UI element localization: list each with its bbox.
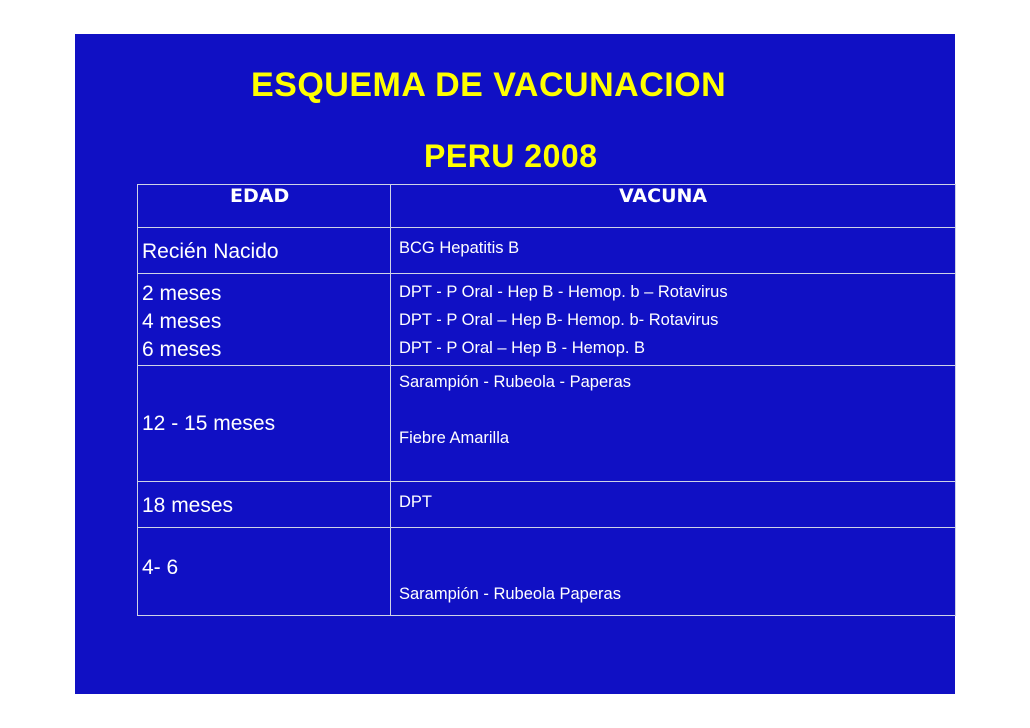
table-row [138, 528, 956, 616]
table-header-row [138, 185, 956, 228]
vaccination-table [137, 184, 956, 616]
age-label: 6 meses [142, 338, 222, 361]
header-edad: EDAD [138, 185, 391, 228]
vaccine-label: BCG Hepatitis B [399, 239, 520, 257]
vaccine-cell [391, 528, 956, 616]
age-label: 18 meses [142, 494, 234, 517]
table-row [138, 228, 956, 274]
slide-background [75, 34, 955, 694]
age-label: 4 meses [142, 310, 222, 333]
vaccine-label: Sarampión - Rubeola - Paperas [399, 373, 632, 391]
vaccine-cell [391, 228, 956, 274]
vaccine-label: Sarampión - Rubeola Paperas [399, 585, 621, 603]
age-cell [138, 528, 391, 616]
table-row [138, 366, 956, 482]
age-label: 4- 6 [142, 556, 179, 579]
age-cell [138, 366, 391, 482]
vaccine-label: DPT - P Oral – Hep B- Hemop. b- Rotavirus [399, 311, 719, 329]
vaccine-label: DPT [399, 493, 432, 511]
table-row [138, 482, 956, 528]
age-label: 2 meses [142, 282, 222, 305]
vaccine-cell [391, 482, 956, 528]
vaccine-label: DPT - P Oral – Hep B - Hemop. B [399, 339, 646, 357]
age-cell [138, 482, 391, 528]
age-cell [138, 274, 391, 366]
vaccine-cell [391, 274, 956, 366]
vaccine-label: DPT - P Oral - Hep B - Hemop. b – Rotavirus [399, 283, 728, 301]
header-vacuna: VACUNA [391, 185, 956, 228]
slide-title: ESQUEMA DE VACUNACION [251, 66, 727, 104]
table-row [138, 274, 956, 366]
slide-subtitle: PERU 2008 [424, 138, 598, 174]
vaccine-label: Fiebre Amarilla [399, 429, 510, 447]
age-label: 12 - 15 meses [142, 411, 276, 435]
age-cell [138, 228, 391, 274]
age-label: Recién Nacido [142, 240, 279, 263]
vaccine-cell [391, 366, 956, 482]
